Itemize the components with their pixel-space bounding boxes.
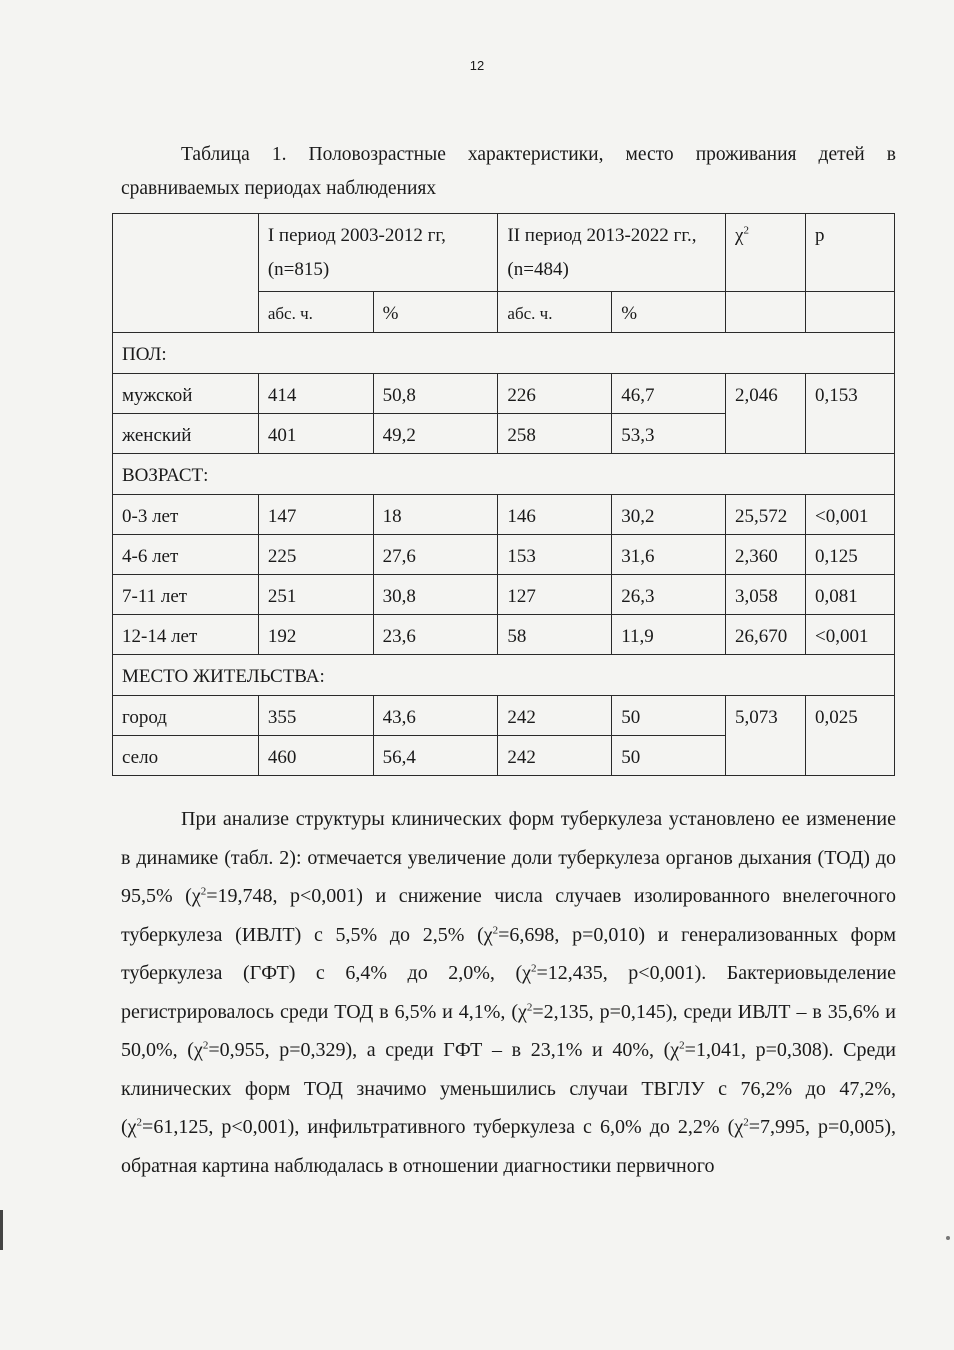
cell-abs-2: 153 xyxy=(498,535,612,575)
cell-abs-1: 251 xyxy=(258,575,373,615)
cell-abs-1: 147 xyxy=(258,495,373,535)
header-pct-2: % xyxy=(612,292,726,333)
row-label: город xyxy=(113,696,259,736)
cell-pct-1: 49,2 xyxy=(373,414,498,454)
cell-p: 0,125 xyxy=(805,535,894,575)
paragraph-text: =6,698, p=0,010) и генерализованных форм туберкулеза (ГФТ) с 6,4% до 2,0%, (χ xyxy=(121,923,896,984)
cell-abs-2: 242 xyxy=(498,736,612,776)
cell-chi2: 25,572 xyxy=(726,495,806,535)
row-label: мужской xyxy=(113,374,259,414)
paragraph-text: =0,955, p=0,329), а среди ГФТ – в 23,1% и 40%, (χ xyxy=(208,1039,680,1061)
page-number: 12 xyxy=(469,58,485,73)
scan-dot-mark xyxy=(946,1236,950,1240)
chi-power: 2 xyxy=(743,224,749,237)
paragraph-text: =19,748, p<0,001) и снижение числа случаев изолированного внелегочного туберкулеза (ИВЛТ) с 5,5% до 2,5% (χ xyxy=(121,885,896,946)
cell-p: 0,081 xyxy=(805,575,894,615)
row-label: село xyxy=(113,736,259,776)
cell-chi2: 5,073 xyxy=(726,696,806,776)
section-title-residence: МЕСТО ЖИТЕЛЬСТВА: xyxy=(113,655,895,696)
table-row xyxy=(113,495,895,535)
header-abs-1: абс. ч. xyxy=(258,292,373,333)
cell-abs-1: 192 xyxy=(258,615,373,655)
cell-abs-1: 460 xyxy=(258,736,373,776)
table-row xyxy=(113,535,895,575)
cell-pct-2: 50 xyxy=(612,696,726,736)
cell-p: <0,001 xyxy=(805,495,894,535)
header-abs-2: абс. ч. xyxy=(498,292,612,333)
paragraph-text: При анализе структуры клинических форм туберкулеза установлено ее изменение в динамике (табл. 2): отмечается увеличение доли туберкулеза органов дыхания (ТОД) до 95,5% (χ xyxy=(121,808,896,907)
section-title-sex: ПОЛ: xyxy=(113,333,895,374)
paragraph-text: =61,125, p<0,001), инфильтративного туберкулеза с 6,0% до 2,2% (χ xyxy=(142,1116,744,1138)
cell-abs-1: 225 xyxy=(258,535,373,575)
header-period-1: I период 2003-2012 гг, (n=815) xyxy=(258,214,498,292)
row-label: 0-3 лет xyxy=(113,495,259,535)
paragraph-text: =7,995, p=0,005), обратная картина наблюдалась в отношении диагностики первичного xyxy=(121,1116,896,1177)
section-title-age: ВОЗРАСТ: xyxy=(113,454,895,495)
section-row-age xyxy=(113,454,895,495)
cell-abs-2: 127 xyxy=(498,575,612,615)
cell-p: 0,153 xyxy=(805,374,894,454)
cell-abs-1: 355 xyxy=(258,696,373,736)
row-label: женский xyxy=(113,414,259,454)
superscript: 2 xyxy=(526,1000,533,1013)
superscript: 2 xyxy=(530,962,537,975)
cell-pct-1: 23,6 xyxy=(373,615,498,655)
cell-pct-2: 26,3 xyxy=(612,575,726,615)
header-p: p xyxy=(805,214,894,292)
header-empty-p xyxy=(805,292,894,333)
row-label: 12-14 лет xyxy=(113,615,259,655)
cell-pct-2: 30,2 xyxy=(612,495,726,535)
row-label: 4-6 лет xyxy=(113,535,259,575)
cell-chi2: 3,058 xyxy=(726,575,806,615)
cell-abs-2: 258 xyxy=(498,414,612,454)
table-caption: Таблица 1. Половозрастные характеристики, место проживания детей в сравниваемых периодах наблюдениях xyxy=(121,144,896,199)
table-row xyxy=(113,374,895,414)
cell-abs-2: 146 xyxy=(498,495,612,535)
cell-p: 0,025 xyxy=(805,696,894,776)
cell-pct-1: 43,6 xyxy=(373,696,498,736)
cell-abs-2: 242 xyxy=(498,696,612,736)
cell-pct-1: 27,6 xyxy=(373,535,498,575)
superscript: 2 xyxy=(202,1039,209,1052)
header-chi2 xyxy=(726,214,806,292)
data-table xyxy=(112,213,895,776)
header-empty-chi xyxy=(726,292,806,333)
row-label: 7-11 лет xyxy=(113,575,259,615)
paragraph-text: =2,135, p=0,145), среди ИВЛТ – в 35,6% и 50,0%, (χ xyxy=(121,1000,896,1061)
table-row xyxy=(113,575,895,615)
chi-symbol: χ xyxy=(735,225,744,246)
cell-chi2: 26,670 xyxy=(726,615,806,655)
paragraph-text: =1,041, p=0,308). Среди клинических форм ТОД значимо уменьшились случаи ТВГЛУ с 76,2% до 47,2%, (χ xyxy=(121,1039,896,1138)
header-pct-1: % xyxy=(373,292,498,333)
paragraph-text: =12,435, p<0,001). Бактериовыделение регистрировалось среди ТОД в 6,5% и 4,1%, (χ xyxy=(121,962,896,1023)
superscript: 2 xyxy=(679,1039,685,1052)
body-paragraph xyxy=(121,800,896,1185)
cell-abs-1: 401 xyxy=(258,414,373,454)
cell-pct-2: 50 xyxy=(612,736,726,776)
cell-pct-2: 53,3 xyxy=(612,414,726,454)
section-row-sex xyxy=(113,333,895,374)
cell-pct-1: 56,4 xyxy=(373,736,498,776)
cell-pct-2: 46,7 xyxy=(612,374,726,414)
superscript: 2 xyxy=(743,1116,749,1129)
cell-abs-2: 58 xyxy=(498,615,612,655)
cell-abs-1: 414 xyxy=(258,374,373,414)
cell-chi2: 2,360 xyxy=(726,535,806,575)
section-row-residence xyxy=(113,655,895,696)
header-row-periods xyxy=(113,214,895,292)
superscript: 2 xyxy=(492,923,499,936)
cell-pct-2: 31,6 xyxy=(612,535,726,575)
superscript: 2 xyxy=(136,1116,143,1129)
cell-pct-1: 30,8 xyxy=(373,575,498,615)
cell-pct-2: 11,9 xyxy=(612,615,726,655)
scan-edge-mark xyxy=(0,1210,3,1250)
cell-chi2: 2,046 xyxy=(726,374,806,454)
table-row xyxy=(113,615,895,655)
header-period-2: II период 2013-2022 гг., (n=484) xyxy=(498,214,726,292)
table-row xyxy=(113,696,895,736)
cell-pct-1: 18 xyxy=(373,495,498,535)
cell-pct-1: 50,8 xyxy=(373,374,498,414)
cell-p: <0,001 xyxy=(805,615,894,655)
header-empty-cell xyxy=(113,214,259,333)
cell-abs-2: 226 xyxy=(498,374,612,414)
superscript: 2 xyxy=(200,885,207,898)
